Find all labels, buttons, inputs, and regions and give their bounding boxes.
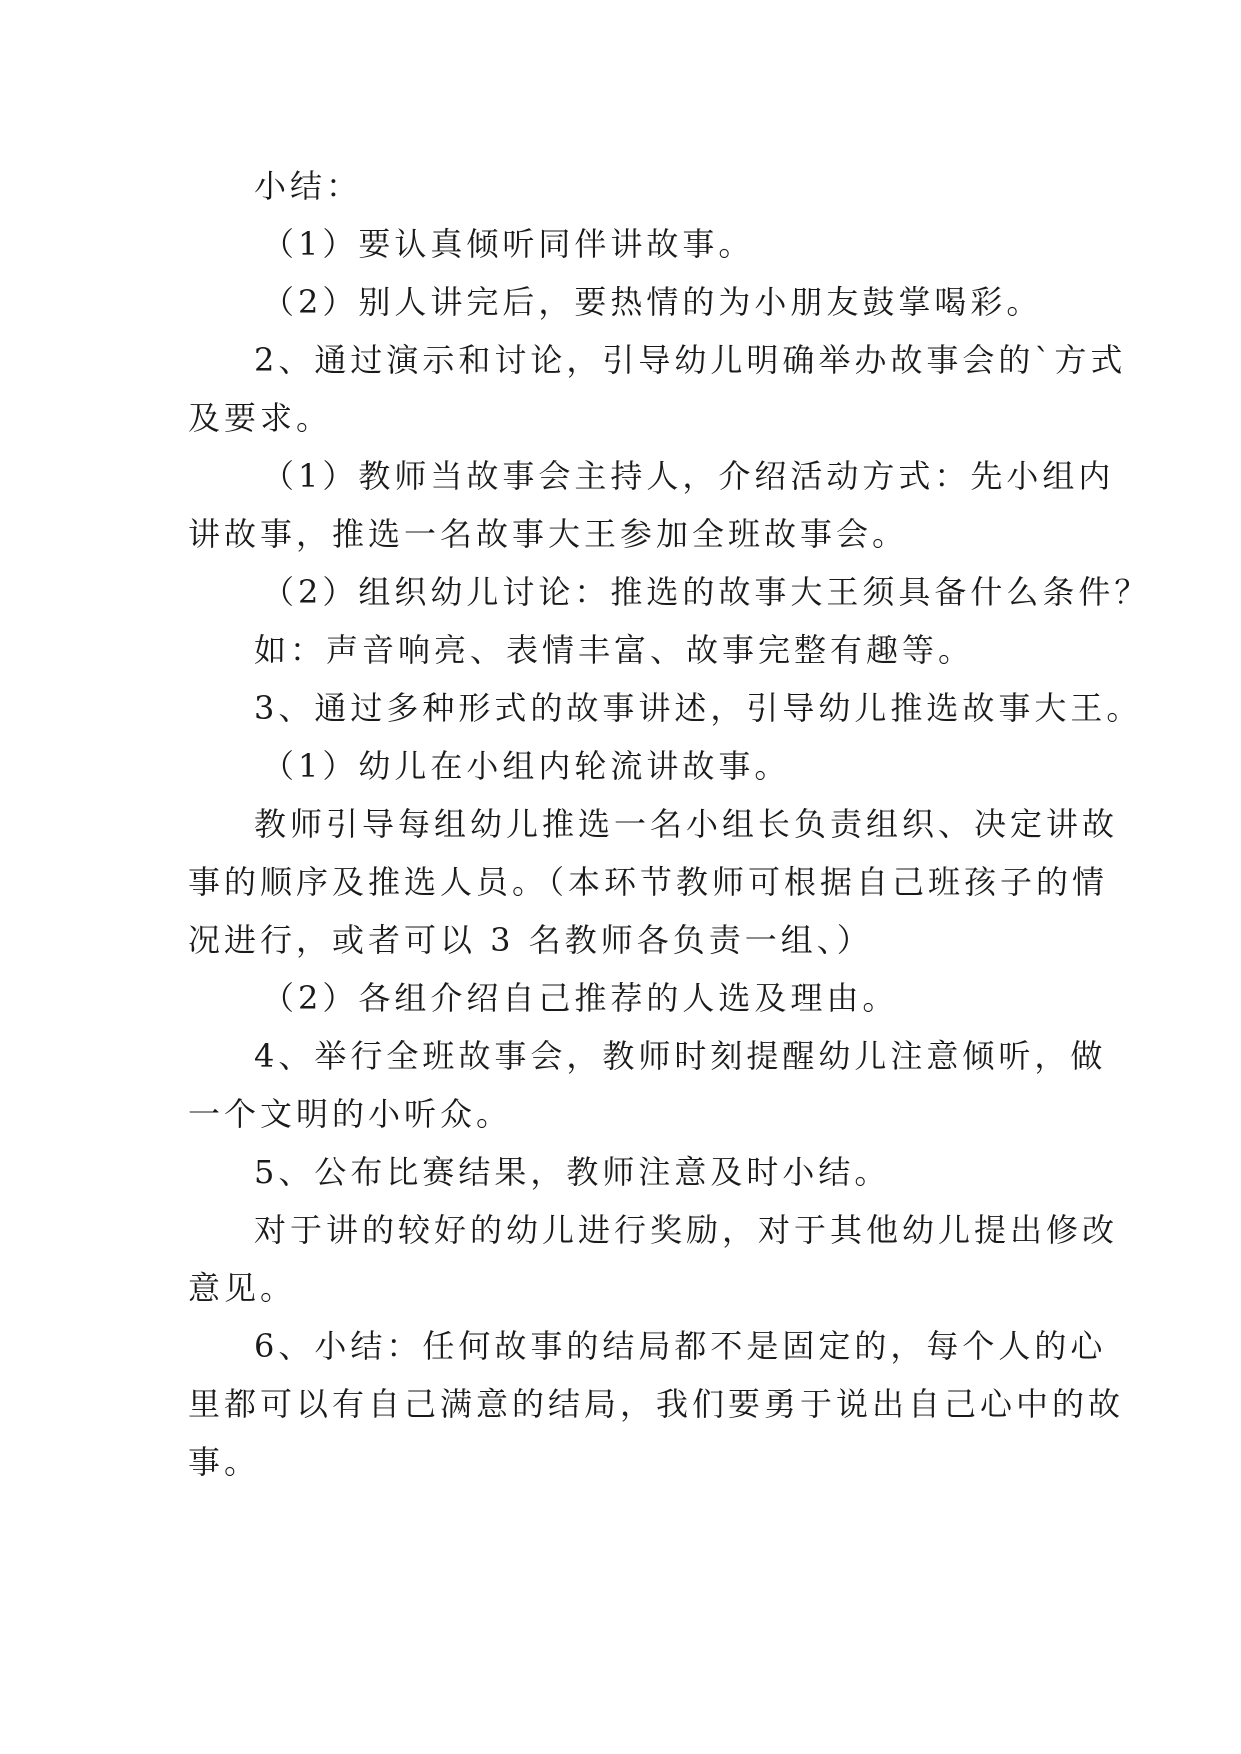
summary-item-1: （1）要认真倾听同伴讲故事。 xyxy=(262,225,755,263)
step-2-item-1-continued: 讲故事，推选一名故事大王参加全班故事会。 xyxy=(188,515,909,553)
step-2-heading-continued: 及要求。 xyxy=(188,399,333,437)
step-5-paragraph: 对于讲的较好的幼儿进行奖励，对于其他幼儿提出修改 xyxy=(254,1211,1119,1249)
step-3-item-1: （1）幼儿在小组内轮流讲故事。 xyxy=(262,747,791,785)
document-body xyxy=(188,157,1151,1491)
step-4-heading-continued: 一个文明的小听众。 xyxy=(188,1095,513,1133)
step-2-item-2: （2）组织幼儿讨论：推选的故事大王须具备什么条件？ xyxy=(262,573,1151,611)
step-2-example: 如：声音响亮、表情丰富、故事完整有趣等。 xyxy=(254,631,975,669)
step-6-heading-continued-2: 事。 xyxy=(188,1443,261,1481)
step-6-heading: 6、小结：任何故事的结局都不是固定的，每个人的心 xyxy=(254,1327,1107,1365)
step-5-paragraph-continued: 意见。 xyxy=(188,1269,297,1307)
step-3-paragraph-continued-2: 况进行，或者可以 3 名教师各负责一组、） xyxy=(188,921,873,959)
step-4-heading: 4、举行全班故事会，教师时刻提醒幼儿注意倾听，做 xyxy=(254,1037,1107,1075)
step-3-item-2: （2）各组介绍自己推荐的人选及理由。 xyxy=(262,979,899,1017)
step-6-heading-continued: 里都可以有自己满意的结局，我们要勇于说出自己心中的故 xyxy=(188,1385,1125,1423)
step-3-paragraph: 教师引导每组幼儿推选一名小组长负责组织、决定讲故 xyxy=(254,805,1119,843)
step-5-heading: 5、公布比赛结果，教师注意及时小结。 xyxy=(254,1153,891,1191)
step-2-heading: 2、通过演示和讨论，引导幼儿明确举办故事会的`方式 xyxy=(254,341,1127,379)
step-2-item-1: （1）教师当故事会主持人，介绍活动方式：先小组内 xyxy=(262,457,1115,495)
summary-item-2: （2）别人讲完后，要热情的为小朋友鼓掌喝彩。 xyxy=(262,283,1043,321)
step-3-paragraph-continued: 事的顺序及推选人员。（本环节教师可根据自己班孩子的情 xyxy=(188,863,1109,901)
summary-heading: 小结： xyxy=(254,167,363,205)
step-3-heading: 3、通过多种形式的故事讲述，引导幼儿推选故事大王。 xyxy=(254,689,1143,727)
